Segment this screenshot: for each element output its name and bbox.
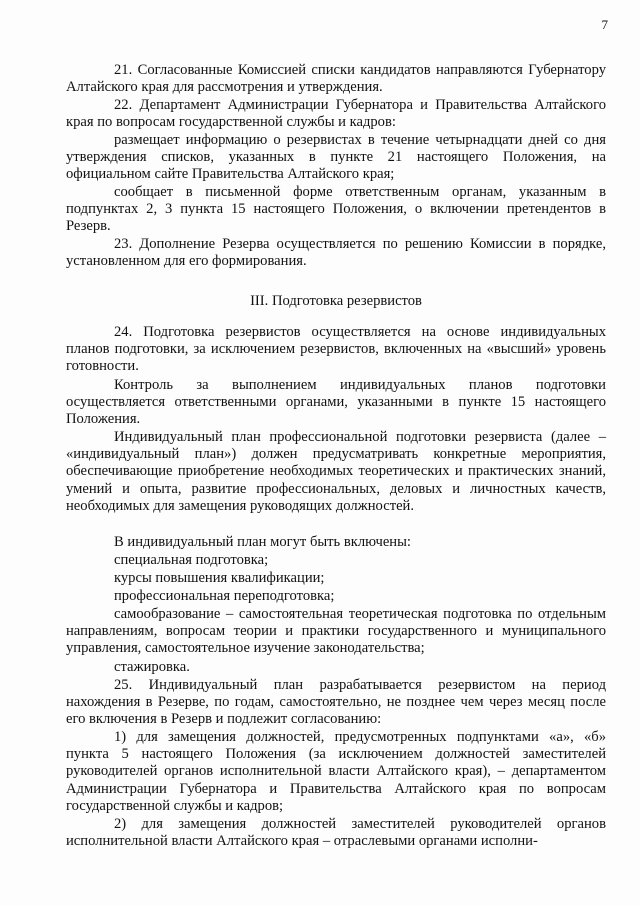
paragraph: 24. Подготовка резервистов осуществляется на основе индивидуальных планов подготовки, за исключением резервистов, включенных на «высший» уровень готовности. [66, 324, 606, 375]
paragraph-21 [66, 62, 606, 96]
paragraph-22-item-2 [66, 184, 606, 236]
list-item [66, 552, 606, 569]
paragraph: 25. Индивидуальный план разрабатывается резервистом на период нахождения в Резерве, по годам, самостоятельно, не позднее чем через месяц после его включения в Резерв и подлежит согласованию: [66, 677, 606, 728]
paragraph: Индивидуальный план профессиональной подготовки резервиста (далее – «индивидуальный план») должен предусматривать конкретные мероприятия, обеспечивающие приобретение необходимых теоретических и практических знаний, умений и опыта, развитие профессиональных, деловых и личностных качеств, необходимых для замещения руководящих должностей. [66, 429, 606, 514]
section-title: III. Подготовка резервистов [250, 293, 422, 309]
paragraph-individual-plan [66, 429, 606, 515]
list-item [66, 606, 606, 658]
paragraph-25-item-2 [66, 816, 606, 850]
paragraph: 21. Согласованные Комиссией списки кандидатов направляются Губернатору Алтайского края для рассмотрения и утверждения. [66, 62, 606, 96]
paragraph: 2) для замещения должностей заместителей руководителей органов исполнительной власти Алтайского края – отраслевыми органами исполни- [66, 816, 606, 850]
paragraph-24 [66, 324, 606, 376]
paragraph: В индивидуальный план могут быть включены: [114, 534, 411, 550]
paragraph-22-item-1 [66, 132, 606, 184]
list-item [66, 659, 606, 676]
paragraph-22 [66, 97, 606, 131]
paragraph-control [66, 377, 606, 429]
paragraph-plan-includes [66, 534, 606, 551]
paragraph: курсы повышения квалификации; [114, 570, 325, 586]
paragraph: сообщает в письменной форме ответственным органам, указанным в подпунктах 2, 3 пункта 15 настоящего Положения, о включении претендентов в Резерв. [66, 184, 606, 235]
paragraph: 22. Департамент Администрации Губернатора и Правительства Алтайского края по вопросам государственной службы и кадров: [66, 97, 606, 131]
list-item [66, 588, 606, 605]
paragraph-25-item-1 [66, 729, 606, 815]
paragraph: специальная подготовка; [114, 552, 269, 568]
paragraph: 23. Дополнение Резерва осуществляется по решению Комиссии в порядке, установленном для его формирования. [66, 236, 606, 270]
paragraph-25 [66, 677, 606, 729]
paragraph: профессиональная переподготовка; [114, 588, 335, 604]
paragraph: Контроль за выполнением индивидуальных планов подготовки осуществляется ответственными органами, указанными в пункте 15 настоящего Положения. [66, 377, 606, 428]
paragraph: 1) для замещения должностей, предусмотренных подпунктами «а», «б» пункта 5 настоящего Положения (за исключением должностей заместителей руководителей органов исполнительной власти Алтайского края), – департаментом Администрации Губернатора и Правительства Алтайского края по вопросам государственной службы и кадров; [66, 729, 606, 814]
paragraph: размещает информацию о резервистах в течение четырнадцати дней со дня утверждения списков, указанных в пункте 21 настоящего Положения, на официальном сайте Правительства Алтайского края; [66, 132, 606, 183]
paragraph: стажировка. [114, 659, 190, 675]
section-heading [66, 293, 606, 310]
page-number: 7 [601, 17, 608, 32]
paragraph: самообразование – самостоятельная теоретическая подготовка по отдельным направлениям, вопросам теории и практики государственного и муниципального управления, самостоятельное изучение законодательства; [66, 606, 606, 657]
paragraph-23 [66, 236, 606, 270]
list-item [66, 570, 606, 587]
